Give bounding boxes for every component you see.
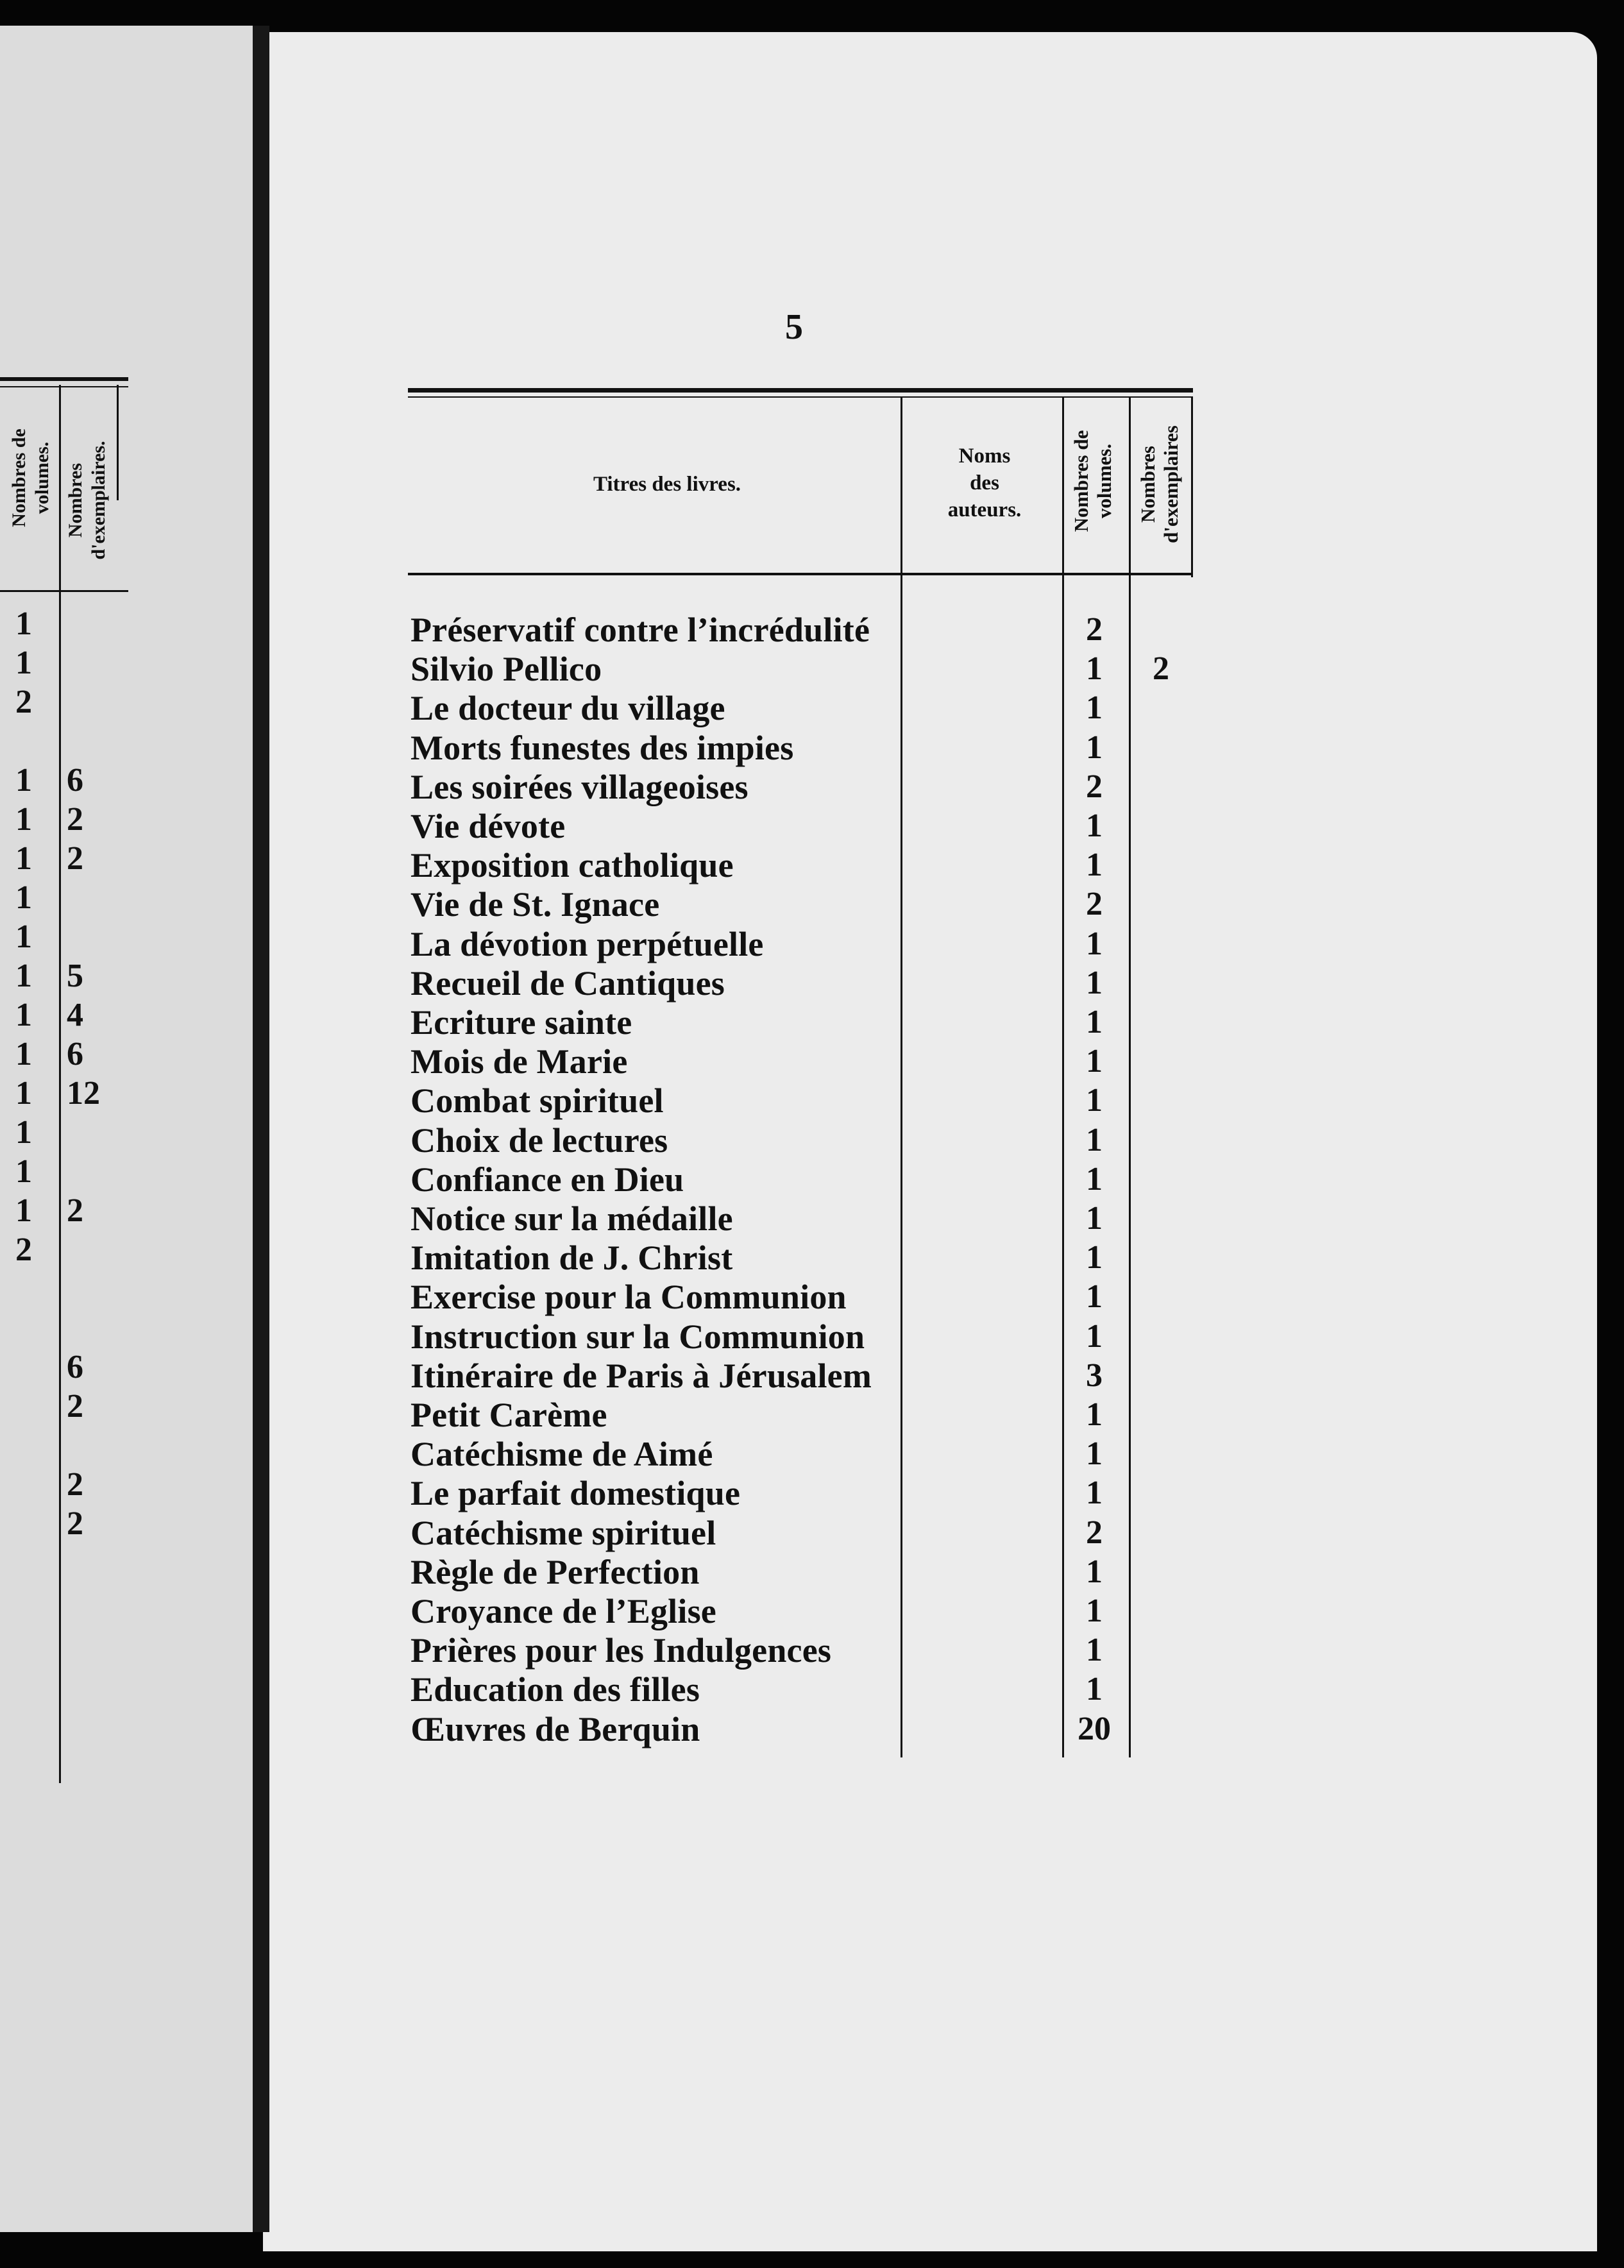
volumes-count: 1 — [1086, 1318, 1103, 1355]
left-exemplaires-count: 2 — [67, 1388, 83, 1425]
left-volumes-count: 1 — [15, 801, 32, 838]
book-title: Préservatif contre l’incrédulité — [410, 611, 870, 649]
volumes-count: 1 — [1086, 1122, 1103, 1158]
column-rule-titles — [901, 398, 902, 1757]
left-volumes-count: 2 — [15, 1231, 32, 1268]
left-volumes-count: 1 — [15, 918, 32, 955]
left-volumes-count: 2 — [15, 684, 32, 720]
volumes-count: 1 — [1086, 1278, 1103, 1315]
volumes-count: 1 — [1086, 1475, 1103, 1511]
left-volumes-count: 1 — [15, 958, 32, 994]
left-header-volumes: Nombres de volumes. — [8, 428, 53, 527]
header-exemplaires: Nombres d'exemplaires — [1137, 425, 1182, 543]
book-title: Notice sur la médaille — [410, 1199, 733, 1238]
left-table-top-rule — [0, 377, 128, 381]
volumes-count: 1 — [1086, 847, 1103, 883]
header-titres: Titres des livres. — [593, 473, 741, 496]
book-title: Le parfait domestique — [410, 1474, 741, 1512]
book-title: Morts funestes des impies — [410, 729, 794, 767]
header-volumes: Nombres de volumes. — [1070, 430, 1115, 532]
left-volumes-count: 1 — [15, 1114, 32, 1151]
book-title: Imitation de J. Christ — [410, 1239, 733, 1277]
left-exemplaires-count: 12 — [67, 1075, 100, 1112]
book-title: Education des filles — [410, 1670, 700, 1709]
left-exemplaires-count: 2 — [67, 1192, 83, 1229]
left-exemplaires-count: 6 — [67, 762, 83, 799]
book-title: Petit Carème — [410, 1396, 607, 1434]
table-top-rule — [408, 388, 1193, 393]
book-title: Confiance en Dieu — [410, 1160, 684, 1199]
left-exemplaires-count: 6 — [67, 1036, 83, 1072]
left-exemplaires-count: 6 — [67, 1349, 83, 1385]
left-exemplaires-count: 2 — [67, 1466, 83, 1503]
book-title: Règle de Perfection — [410, 1553, 700, 1591]
volumes-count: 1 — [1086, 1004, 1103, 1040]
column-rule-volumes — [1129, 398, 1131, 1757]
left-volumes-count: 1 — [15, 1153, 32, 1190]
volumes-count: 20 — [1078, 1711, 1111, 1747]
volumes-count: 1 — [1086, 1239, 1103, 1276]
left-exemplaires-count: 2 — [67, 1505, 83, 1542]
volumes-count: 1 — [1086, 1593, 1103, 1629]
book-title: Catéchisme spirituel — [410, 1514, 716, 1552]
volumes-count: 1 — [1086, 1161, 1103, 1197]
volumes-count: 1 — [1086, 926, 1103, 962]
volumes-count: 1 — [1086, 808, 1103, 844]
book-title: Combat spirituel — [410, 1081, 664, 1120]
book-title: Vie dévote — [410, 807, 566, 845]
volumes-count: 1 — [1086, 965, 1103, 1001]
left-header-rule — [0, 590, 128, 592]
previous-page — [0, 26, 262, 2232]
book-title: Exercise pour la Communion — [410, 1278, 847, 1316]
left-volumes-count: 1 — [15, 762, 32, 799]
book-title: Vie de St. Ignace — [410, 885, 660, 924]
book-title: Croyance de l’Eglise — [410, 1592, 716, 1630]
book-title: Instruction sur la Communion — [410, 1317, 865, 1356]
book-title: Les soirées villageoises — [410, 768, 749, 806]
left-column-rule — [59, 385, 61, 1783]
book-title: La dévotion perpétuelle — [410, 925, 764, 963]
left-volumes-count: 1 — [15, 645, 32, 681]
page-number: 5 — [785, 307, 803, 347]
left-column-rule-2 — [117, 385, 119, 500]
exemplaires-count: 2 — [1153, 650, 1169, 687]
book-title: Recueil de Cantiques — [410, 964, 725, 1003]
column-rule-end — [1191, 398, 1193, 577]
left-exemplaires-count: 2 — [67, 840, 83, 877]
left-volumes-count: 1 — [15, 1192, 32, 1229]
book-title: Ecriture sainte — [410, 1003, 632, 1042]
left-header-exemplaires: Nombres d'exemplaires. — [65, 441, 109, 560]
left-volumes-count: 1 — [15, 1036, 32, 1072]
book-spine — [253, 26, 269, 2232]
volumes-count: 1 — [1086, 1043, 1103, 1079]
left-exemplaires-count: 5 — [67, 958, 83, 994]
volumes-count: 1 — [1086, 1396, 1103, 1433]
left-exemplaires-count: 4 — [67, 997, 83, 1033]
left-volumes-count: 1 — [15, 840, 32, 877]
book-title: Le docteur du village — [410, 689, 725, 727]
volumes-count: 1 — [1086, 1632, 1103, 1668]
volumes-count: 1 — [1086, 1435, 1103, 1472]
book-title: Prières pour les Indulgences — [410, 1631, 832, 1670]
header-auteurs: Noms des auteurs. — [947, 444, 1022, 521]
volumes-count: 2 — [1086, 768, 1103, 805]
left-volumes-count: 1 — [15, 997, 32, 1033]
book-title: Mois de Marie — [410, 1042, 628, 1081]
volumes-count: 1 — [1086, 690, 1103, 726]
book-title: Catéchisme de Aimé — [410, 1435, 713, 1473]
volumes-count: 1 — [1086, 1553, 1103, 1590]
volumes-count: 1 — [1086, 1082, 1103, 1119]
left-volumes-count: 1 — [15, 879, 32, 916]
volumes-count: 2 — [1086, 611, 1103, 648]
book-title: Silvio Pellico — [410, 650, 602, 688]
book-title: Choix de lectures — [410, 1121, 668, 1160]
table-header-rule — [408, 573, 1193, 575]
volumes-count: 1 — [1086, 650, 1103, 687]
volumes-count: 1 — [1086, 1671, 1103, 1707]
book-title: Itinéraire de Paris à Jérusalem — [410, 1357, 872, 1395]
volumes-count: 2 — [1086, 886, 1103, 922]
volumes-count: 2 — [1086, 1514, 1103, 1551]
book-title: Exposition catholique — [410, 846, 734, 884]
left-volumes-count: 1 — [15, 1075, 32, 1112]
volumes-count: 1 — [1086, 1200, 1103, 1237]
book-title: Œuvres de Berquin — [410, 1710, 700, 1748]
left-volumes-count: 1 — [15, 605, 32, 642]
volumes-count: 3 — [1086, 1357, 1103, 1394]
left-exemplaires-count: 2 — [67, 801, 83, 838]
volumes-count: 1 — [1086, 729, 1103, 766]
